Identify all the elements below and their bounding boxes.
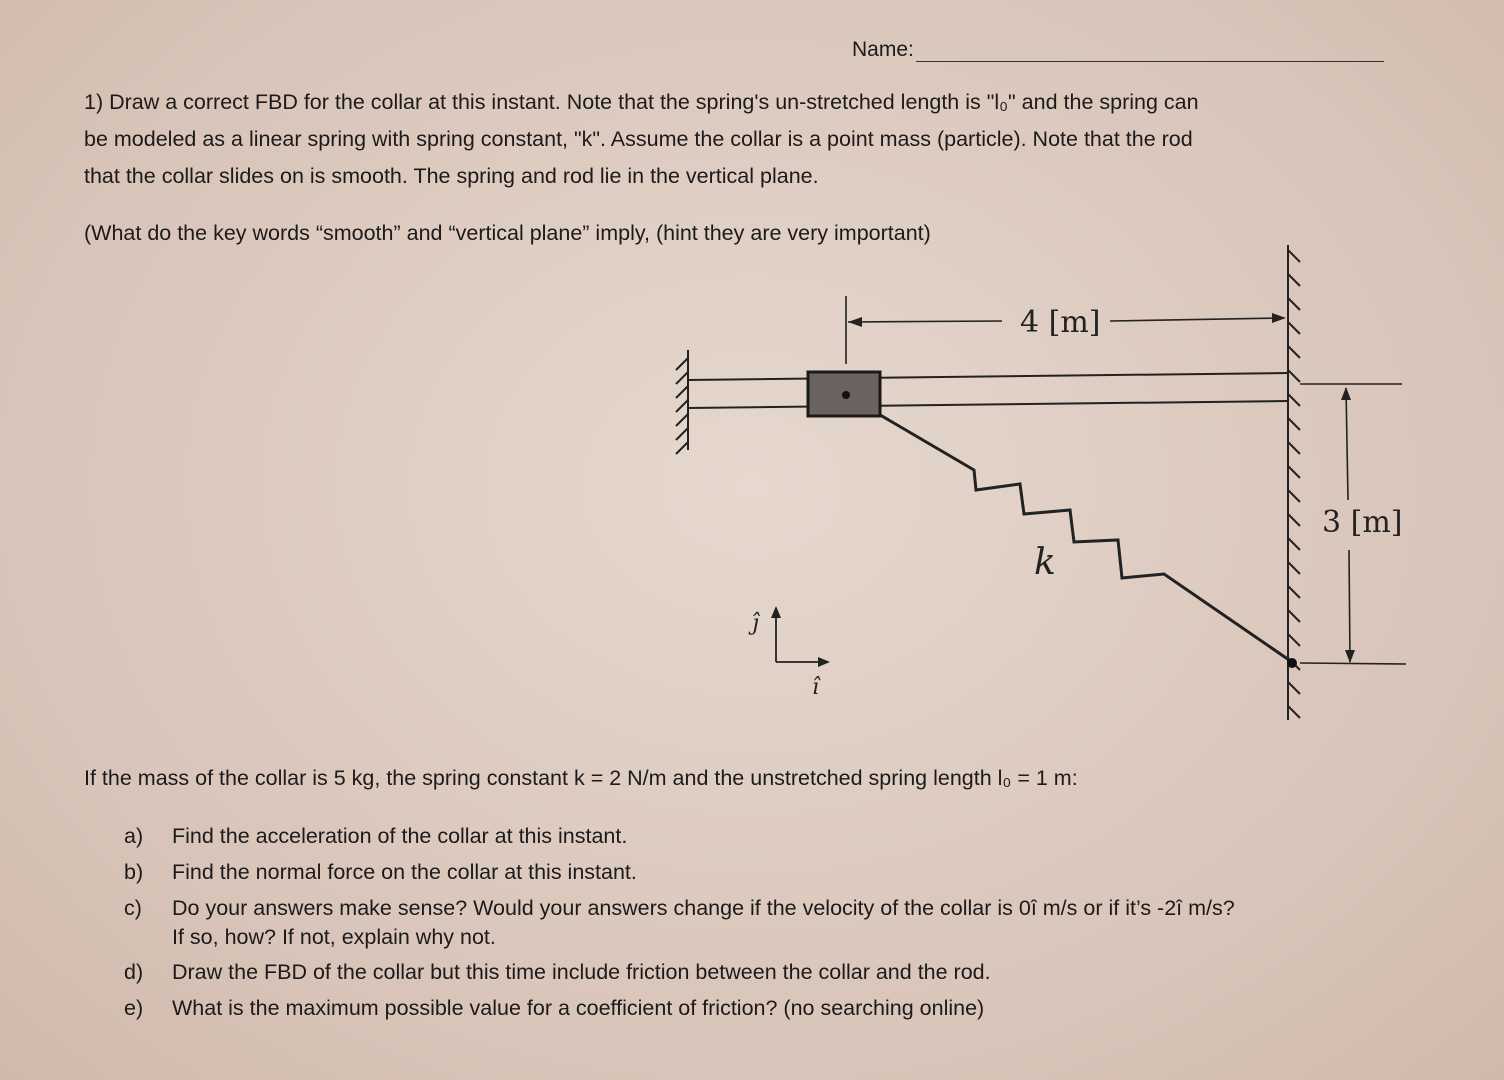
right-wall bbox=[1288, 245, 1300, 720]
question-a bbox=[124, 818, 1235, 854]
question-label: c) bbox=[124, 896, 142, 920]
given-values: If the mass of the collar is 5 kg, the spring constant k = 2 N/m and the unstretched spring length l₀ = 1 m: bbox=[84, 766, 1078, 790]
horizontal-dim-label: 4 [m] bbox=[1020, 305, 1101, 340]
question-label: d) bbox=[124, 960, 144, 984]
question-b bbox=[124, 854, 1235, 890]
question-text: Do your answers make sense? Would your answers change if the velocity of the collar is 0î m/s or if it’s -2î m/s? bbox=[172, 896, 1235, 920]
spring-anchor bbox=[1287, 658, 1297, 668]
i-hat-label: î bbox=[812, 675, 820, 700]
question-c bbox=[124, 890, 1235, 926]
question-text: Draw the FBD of the collar but this time include friction between the collar and the rod. bbox=[172, 960, 991, 984]
intro-line-3: that the collar slides on is smooth. The spring and rod lie in the vertical plane. bbox=[84, 164, 819, 188]
left-wall bbox=[676, 350, 688, 454]
question-c-continuation: If so, how? If not, explain why not. bbox=[172, 925, 496, 949]
question-list bbox=[124, 818, 1235, 1026]
hint-text: (What do the key words “smooth” and “vertical plane” imply, (hint they are very important) bbox=[84, 221, 931, 245]
collar-pin bbox=[842, 391, 850, 399]
name-label: Name: bbox=[852, 38, 914, 61]
question-label: b) bbox=[124, 860, 144, 884]
intro-line-1: 1) Draw a correct FBD for the collar at this instant. Note that the spring's un-stretched length is "l₀" and the spring can bbox=[84, 90, 1199, 114]
spring-constant-label: k bbox=[1034, 542, 1056, 583]
intro-line-2: be modeled as a linear spring with spring constant, "k". Assume the collar is a point mass (particle). Note that the rod bbox=[84, 127, 1193, 151]
question-e bbox=[124, 990, 1235, 1026]
question-label: e) bbox=[124, 996, 144, 1020]
spring bbox=[846, 395, 1292, 662]
question-d bbox=[124, 954, 1235, 990]
question-text: What is the maximum possible value for a coefficient of friction? (no searching online) bbox=[172, 996, 985, 1020]
vertical-dim-label: 3 [m] bbox=[1322, 505, 1403, 540]
j-hat-label: ĵ bbox=[752, 611, 759, 636]
unit-vector-axes bbox=[771, 606, 830, 667]
rod bbox=[688, 373, 1288, 408]
question-text: Find the normal force on the collar at this instant. bbox=[172, 860, 637, 884]
question-label: a) bbox=[124, 824, 144, 848]
question-text: Find the acceleration of the collar at this instant. bbox=[172, 824, 628, 848]
